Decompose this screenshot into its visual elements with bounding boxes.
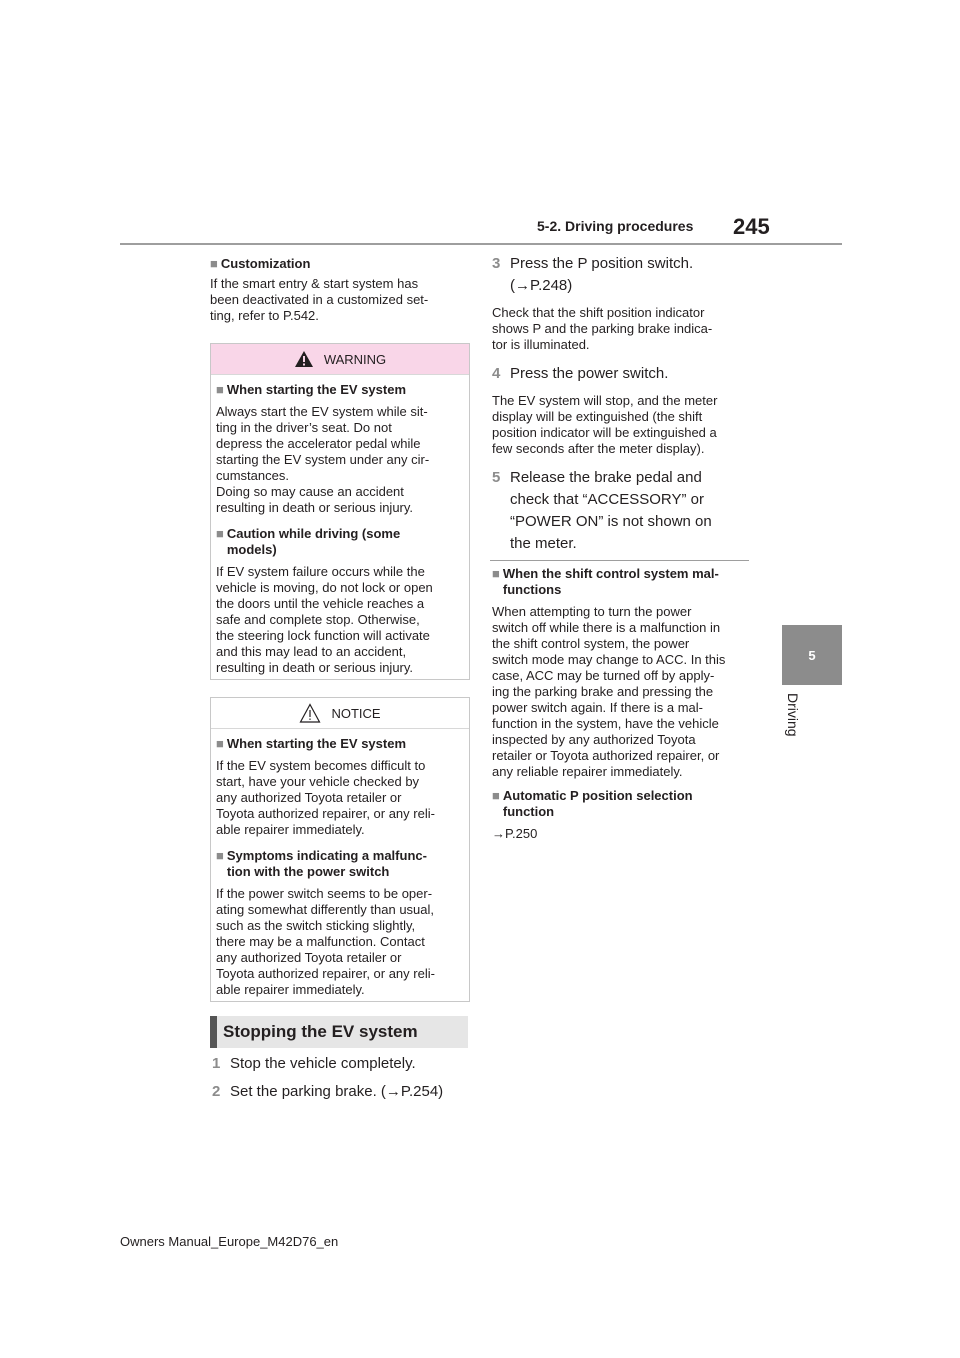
step-text: Stop the vehicle completely.	[230, 1055, 416, 1072]
customization-section	[210, 256, 468, 324]
step-number: 3	[492, 255, 501, 272]
auto-p-section	[492, 788, 750, 842]
auto-p-reference: →P.250	[492, 826, 538, 841]
bullet-square-icon: ■	[216, 382, 224, 397]
bullet-square-icon: ■	[216, 848, 224, 863]
customization-body: If the smart entry & start system has been deactivated in a customized set- ting, refer to P.542.	[210, 276, 429, 323]
shift-malfunction-heading: When the shift control system mal- functions	[502, 566, 719, 597]
notice-section-heading: Symptoms indicating a malfunc- tion with the power switch	[226, 848, 427, 879]
customization-heading: ■ Customization	[210, 256, 311, 271]
step-number: 2	[212, 1083, 221, 1100]
chapter-number: 5	[808, 647, 816, 663]
steps-left	[212, 1053, 470, 1103]
chapter-tab	[782, 625, 842, 685]
step-number: 5	[492, 469, 501, 486]
step-number: 4	[492, 365, 501, 382]
warning-section-body: Always start the EV system while sit- ting in the driver’s seat. Do not depress the accelerator pedal while starting the EV system under any cir- cumstances. Doing so may cause an accident resulting in death or serious injury.	[216, 404, 430, 515]
notice-section-body: If the EV system becomes difficult to start, have your vehicle checked by any authorized Toyota retailer or Toyota authorized repairer, or any reli- able repairer immediately.	[216, 758, 435, 837]
bullet-square-icon: ■	[216, 526, 224, 541]
page-number: 245	[733, 214, 770, 239]
section-title: 5-2. Driving procedures	[537, 218, 694, 234]
shift-malfunction-body: When attempting to turn the power switch off while there is a malfunction in the shift control system, the power switch mode may change to ACC. In this case, ACC may be turned off by apply- ing the parking brake and pressing the power switch again. If there is a mal- function in the system, have the vehicle inspected by any authorized Toyota retailer or Toyota authorized repairer, or any reliable repairer immediately.	[492, 604, 726, 779]
notice-header	[211, 698, 469, 729]
auto-p-heading: Automatic P position selection function	[502, 788, 693, 819]
warning-section	[216, 382, 464, 516]
warning-section	[216, 526, 464, 676]
step-item	[492, 253, 750, 297]
notice-box	[210, 697, 470, 1002]
notice-section	[216, 736, 464, 838]
step-item	[492, 363, 750, 385]
warning-triangle-icon	[294, 350, 314, 368]
header-divider	[120, 243, 842, 245]
notice-content	[211, 729, 469, 1016]
warning-header	[211, 344, 469, 375]
shift-malfunction-section	[492, 566, 750, 780]
warning-box	[210, 343, 470, 680]
step-text: Press the power switch.	[510, 365, 669, 382]
bullet-square-icon: ■	[492, 788, 500, 803]
step-text: Set the parking brake. (→P.254)	[230, 1083, 444, 1100]
notice-section	[216, 848, 464, 998]
warning-section-heading: Caution while driving (some models)	[226, 526, 401, 557]
notice-section-body: If the power switch seems to be oper- ating somewhat differently than usual, such as the switch sticking slightly, there may be a malfunction. Contact any authorized Toyota retailer or Toyota authorized repairer, or any reli- able repairer immediately.	[216, 886, 435, 997]
step-note: Check that the shift position indicator shows P and the parking brake indica- tor is illuminated.	[492, 305, 713, 352]
step-text: Press the P position switch. (→P.248)	[510, 255, 694, 294]
step-number: 1	[212, 1055, 221, 1072]
warning-section-body: If EV system failure occurs while the vehicle is moving, do not lock or open the doors until the vehicle reaches a safe and complete stop. Otherwise, the steering lock function will activate and this may lead to an accident, resulting in death or serious injury.	[216, 564, 433, 675]
chapter-label: Driving	[785, 693, 801, 737]
footer-text: Owners Manual_Europe_M42D76_en	[120, 1234, 339, 1249]
section-divider	[490, 560, 749, 561]
bullet-square-icon: ■	[216, 736, 224, 751]
step-text: Release the brake pedal and check that “ACCESSORY” or “POWER ON” is not shown on the meter.	[510, 469, 712, 552]
step-note: The EV system will stop, and the meter display will be extinguished (the shift position indicator will be extinguished a few seconds after the meter display).	[492, 393, 718, 456]
warning-title: WARNING	[323, 351, 387, 367]
section-banner: Stopping the EV system	[210, 1016, 468, 1048]
caution-triangle-icon	[299, 703, 321, 723]
bullet-square-icon: ■	[492, 566, 500, 581]
warning-section-heading: When starting the EV system	[226, 382, 407, 397]
notice-title: NOTICE	[331, 705, 381, 721]
step-item	[492, 467, 750, 555]
bullet-square-icon: ■	[210, 256, 218, 271]
step-item	[212, 1081, 470, 1103]
notice-section-heading: When starting the EV system	[226, 736, 407, 751]
steps-right	[492, 253, 750, 555]
warning-content	[211, 375, 469, 694]
step-item	[212, 1053, 470, 1075]
